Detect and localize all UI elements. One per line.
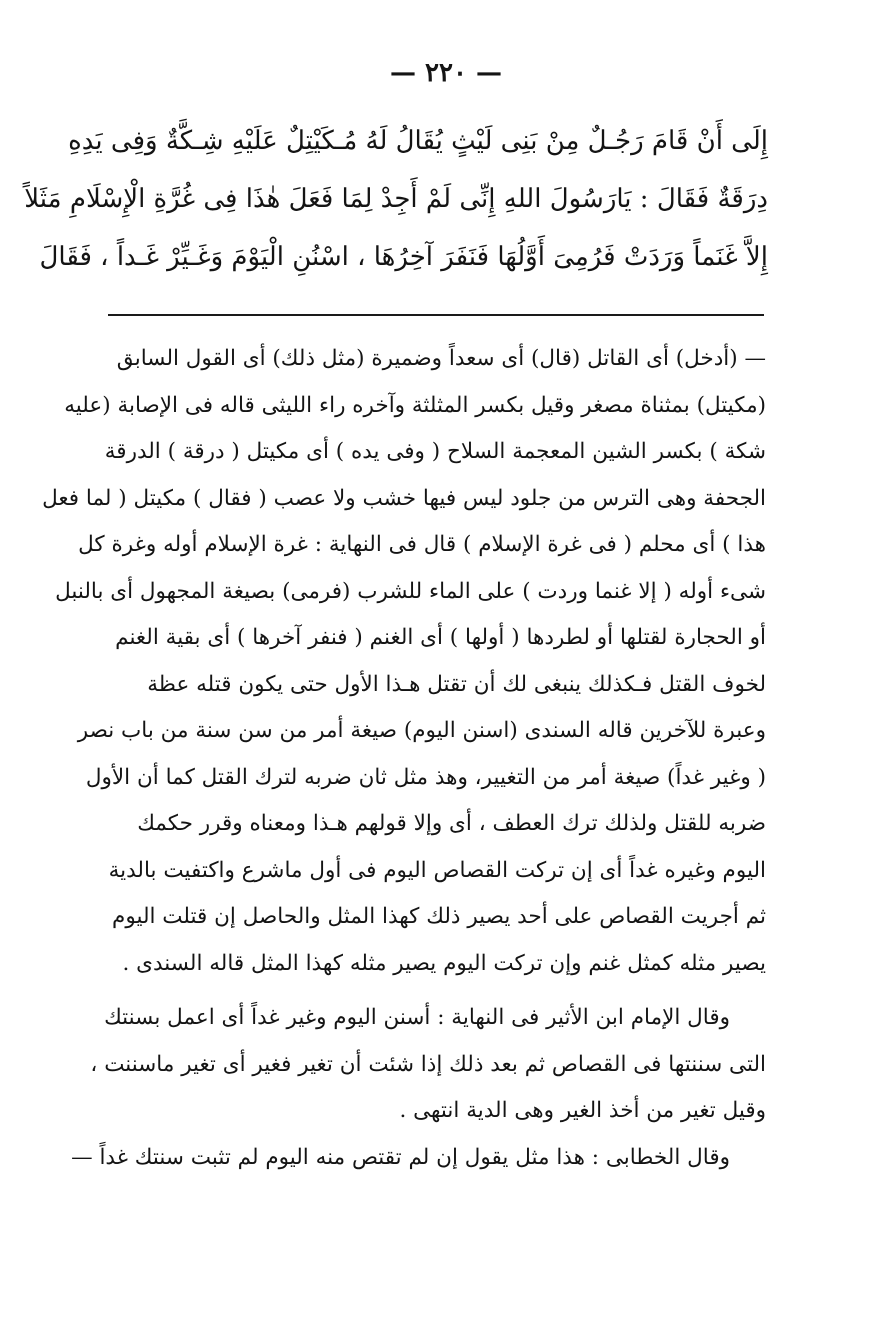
commentary-paragraph xyxy=(71,1135,766,1182)
main-hadith-text xyxy=(24,112,768,286)
paragraph-gap xyxy=(104,987,766,995)
commentary-line: التى سننتها فى القصاص ثم بعد ذلك إذا شئت أن تغير فغير أى تغير ماسننت ، xyxy=(90,1051,766,1077)
commentary-line: شىء أوله ( إلا غنما وردت ) على الماء للشرب (فرمى) بصيغة المجهول أى بالنبل xyxy=(55,578,766,604)
footnote-divider xyxy=(108,314,764,316)
commentary-line: شكة ) بكسر الشين المعجمة السلاح ( وفى يده ) أى مكيتل ( درقة ) الدرقة xyxy=(104,439,766,464)
commentary-line: الجحفة وهى الترس من جلود ليس فيها خشب ولا عصب ( فقال ) مكيتل ( لما فعل xyxy=(42,485,766,511)
commentary-line: ضربه للقتل ولذلك ترك العطف ، أى وإلا قولهم هـذا ومعناه وقرر حكمك xyxy=(137,811,766,836)
main-text-line: إِلاَّ غَنَماً وَرَدَتْ فَرُمِىَ أَوَّلُهَا فَنَفَرَ آخِرُهَا ، اسْنُنِ الْيَوْمَ وَغَـيِّرْ غَـداً ، فَقَالَ xyxy=(39,242,768,272)
commentary-line: هذا ) أى محلم ( فى غرة الإسلام ) قال فى النهاية : غرة الإسلام أوله وغرة كل xyxy=(78,532,766,557)
commentary-line: اليوم وغيره غداً أى إن تركت القصاص اليوم فى أول ماشرع واكتفيت بالدية xyxy=(108,857,766,883)
commentary-line: (مكيتل) بمثناة مصغر وقيل بكسر المثلثة وآخره راء الليثى قاله فى الإصابة (عليه xyxy=(64,392,766,418)
commentary-paragraph xyxy=(90,995,766,1135)
main-text-line: دِرَقَةٌ فَقَالَ : يَارَسُولَ اللهِ إِنِّى لَمْ أَجِدْ لِمَا فَعَلَ هٰذَا فِى غُرَّةِ الْإِسْلَامِ مَثَلاً xyxy=(24,184,768,214)
commentary-line: — (أدخل) أى القاتل (قال) أى سعداً وضميرة (مثل ذلك) أى القول السابق xyxy=(116,346,766,371)
commentary-line: وعبرة للآخرين قاله السندى (اسنن اليوم) صيغة أمر من سن سنة من باب نصر xyxy=(77,718,766,743)
commentary-line: وقيل تغير من أخذ الغير وهى الدية انتهى . xyxy=(399,1098,766,1123)
commentary-line: ( وغير غداً) صيغة أمر من التغيير، وهذ مثل ثان ضربه لترك القتل كما أن الأول xyxy=(85,764,766,790)
main-text-line: إِلَى أَنْ قَامَ رَجُـلٌ مِنْ بَنِى لَيْثٍ يُقَالُ لَهُ مُـكَيْتِلٌ عَلَيْهِ شِـكَّةٌ وَفِى يَدِهِ xyxy=(68,126,768,156)
commentary-paragraph xyxy=(42,336,766,987)
commentary-text xyxy=(42,336,766,1181)
commentary-line: وقال الإمام ابن الأثير فى النهاية : أسنن اليوم وغير غداً أى اعمل بسنتك xyxy=(104,1005,730,1030)
commentary-line: ثم أجريت القصاص على أحد يصير ذلك كهذا المثل والحاصل إن قتلت اليوم xyxy=(112,904,766,929)
page-number: — ٢٢٠ — xyxy=(389,58,503,88)
commentary-line: وقال الخطابى : هذا مثل يقول إن لم تقتص منه اليوم لم تثبت سنتك غداً — xyxy=(71,1144,730,1170)
commentary-line: لخوف القتل فـكذلك ينبغى لك أن تقتل هـذا الأول حتى يكون قتله عظة xyxy=(147,671,766,697)
commentary-line: يصير مثله كمثل غنم وإن تركت اليوم يصير مثله كهذا المثل قاله السندى . xyxy=(122,950,766,976)
commentary-line: أو الحجارة لقتلها أو لطردها ( أولها ) أى الغنم ( فنفر آخرها ) أى بقية الغنم xyxy=(115,625,766,650)
